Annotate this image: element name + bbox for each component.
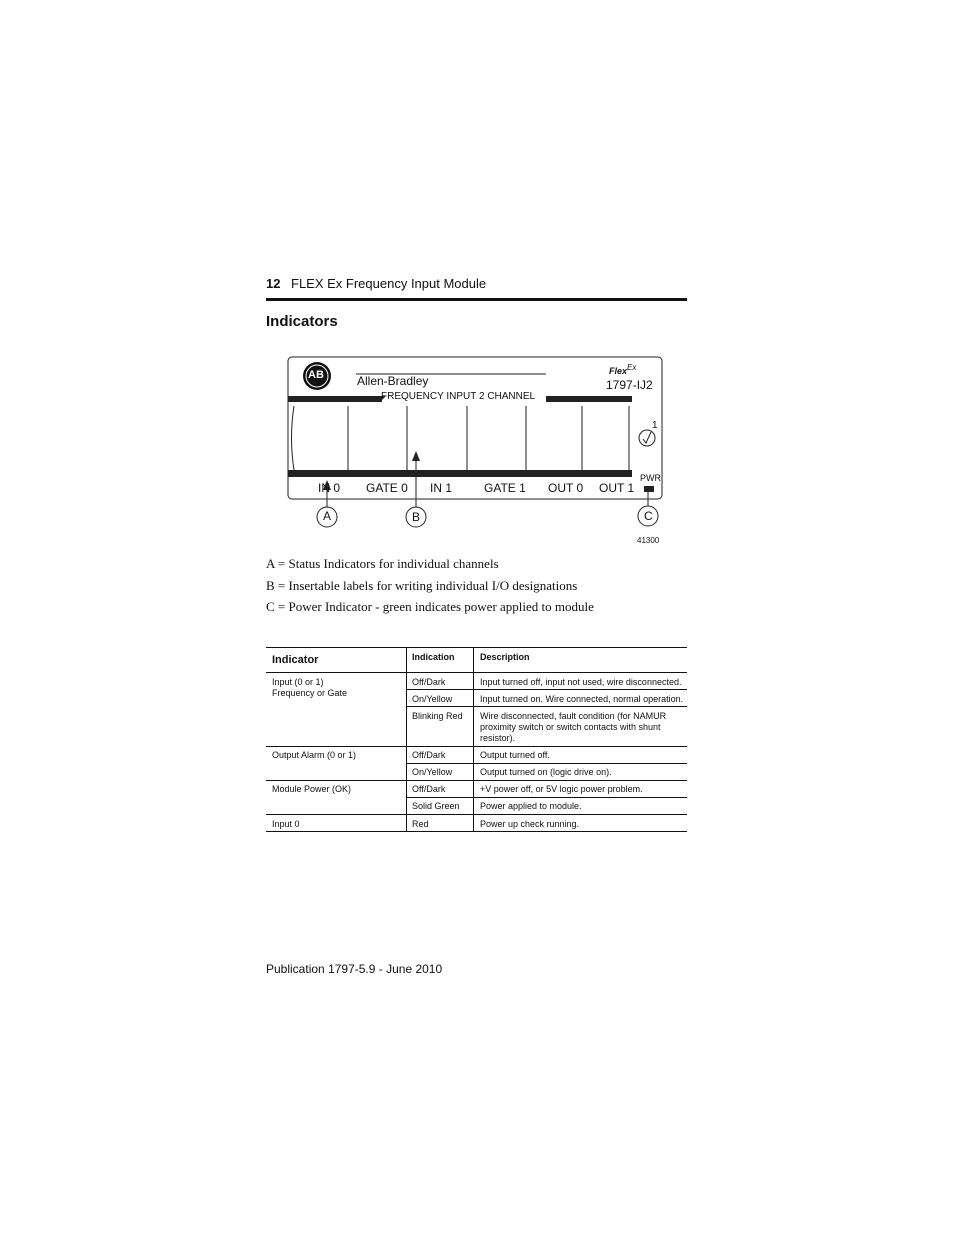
page-number: 12 — [266, 276, 281, 291]
table-cell: Input turned on. Wire connected, normal operation. — [480, 694, 684, 704]
channel-label: OUT 0 — [548, 481, 584, 495]
publication-label: Publication — [266, 962, 325, 976]
publication-number: 1797-5.9 - June 2010 — [328, 962, 443, 976]
legend-item: B = Insertable labels for writing individual I/O designations — [266, 578, 578, 593]
channel-indicator-number: 1 — [652, 420, 658, 431]
table-cell: Power up check running. — [480, 819, 580, 829]
module-diagram — [266, 350, 687, 550]
table-cell: Output Alarm (0 or 1) — [272, 750, 357, 760]
legend-item: A = Status Indicators for individual channels — [266, 556, 499, 571]
column-header: Description — [480, 652, 530, 662]
table-cell: Solid Green — [412, 801, 460, 811]
table-cell: Off/Dark — [412, 784, 446, 794]
running-title: FLEX Ex Frequency Input Module — [291, 276, 487, 291]
brand-name: Allen-Bradley — [357, 374, 429, 388]
table-cell: resistor). — [480, 733, 516, 743]
channel-label: OUT 1 — [599, 481, 635, 495]
header-rule — [266, 298, 687, 301]
channel-label: IN 0 — [318, 481, 341, 495]
callout-c: C — [644, 509, 653, 523]
channel-label: IN 1 — [430, 481, 453, 495]
module-label: FREQUENCY INPUT 2 CHANNEL — [381, 391, 536, 402]
column-header: Indicator — [272, 654, 319, 666]
channel-label: GATE 0 — [366, 481, 408, 495]
ab-logo-text: AB — [308, 369, 324, 381]
catalog-number: 1797-IJ2 — [606, 378, 653, 392]
table-cell: Input turned off, input not used, wire disconnected. — [480, 677, 682, 687]
figure-number: 41300 — [637, 536, 660, 545]
table-cell: Input (0 or 1) — [272, 677, 324, 687]
callout-a: A — [323, 509, 332, 523]
table-cell: Red — [412, 819, 429, 829]
pwr-label: PWR — [640, 473, 661, 483]
table-cell: Frequency or Gate — [272, 688, 348, 698]
table-cell: Wire disconnected, fault condition (for NAMUR — [480, 711, 667, 721]
column-header: Indication — [412, 652, 455, 662]
legend-item: C = Power Indicator - green indicates power applied to module — [266, 599, 594, 614]
table-cell: Blinking Red — [412, 711, 463, 721]
table-cell: +V power off, or 5V logic power problem. — [480, 784, 643, 794]
section-title: Indicators — [266, 313, 338, 330]
table-cell: Power applied to module. — [480, 801, 582, 811]
channel-label: GATE 1 — [484, 481, 526, 495]
table-cell: Off/Dark — [412, 750, 446, 760]
flex-logo: Flex$^{Ex}$ — [609, 363, 637, 376]
publication-footer — [266, 962, 442, 976]
table-cell: Off/Dark — [412, 677, 446, 687]
table-cell: Output turned off. — [480, 750, 550, 760]
callout-b: B — [412, 510, 421, 524]
table-cell: On/Yellow — [412, 767, 453, 777]
table-cell: Input 0 — [272, 819, 300, 829]
table-cell: Output turned on (logic drive on). — [480, 767, 612, 777]
table-cell: On/Yellow — [412, 694, 453, 704]
table-cell: Module Power (OK) — [272, 784, 352, 794]
table-cell: proximity switch or switch contacts with shunt — [480, 722, 661, 732]
